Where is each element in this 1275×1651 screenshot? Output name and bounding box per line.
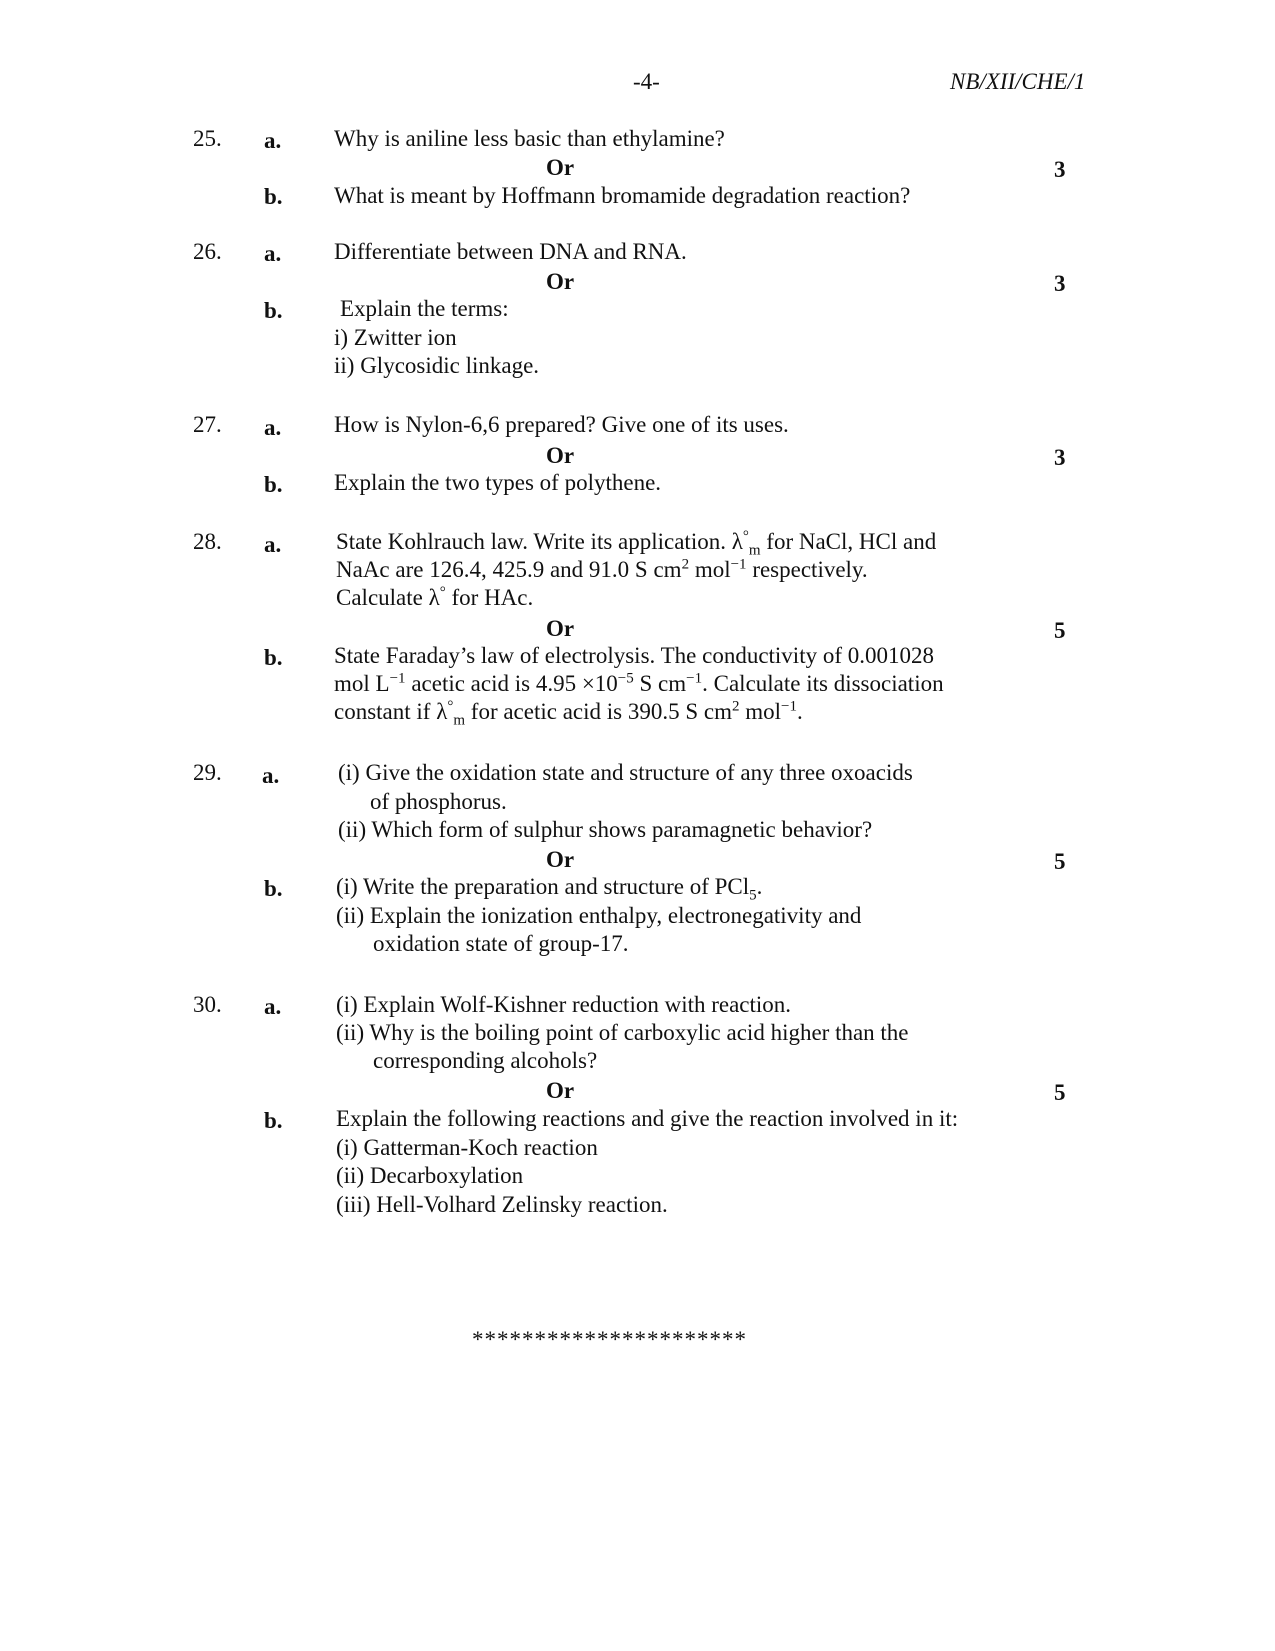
part-label-b: b.: [264, 298, 283, 323]
paper-code: NB/XII/CHE/1: [950, 69, 1086, 94]
question-number: 30.: [193, 992, 222, 1017]
or-separator: Or: [546, 443, 575, 468]
question-text: Explain the terms:: [340, 296, 509, 321]
question-subpart: (i) Gatterman-Koch reaction: [336, 1135, 598, 1160]
question-text: NaAc are 126.4, 425.9 and 91.0 S $cm^2$ mol$^{-1}$ respectively.: [336, 556, 868, 582]
or-separator: Or: [546, 847, 575, 872]
part-label-b: b.: [264, 645, 283, 670]
question-text: Explain the following reactions and give the reaction involved in it:: [336, 1106, 959, 1131]
or-separator: Or: [546, 269, 575, 294]
question-text: corresponding alcohols?: [373, 1048, 598, 1073]
question-text: mol $L^{-1}$ acetic acid is $4.95 \times 10^{-5}$ S $cm^{-1}$. Calculate its dissociation: [334, 670, 944, 696]
marks: 3: [1054, 271, 1066, 296]
part-label-a: a.: [264, 241, 282, 266]
marks: 3: [1054, 157, 1066, 182]
part-label-b: b.: [264, 876, 283, 901]
question-text: (i) Give the oxidation state and structure of any three oxoacids: [338, 760, 913, 785]
part-label-a: a.: [262, 763, 280, 788]
page-number: -4-: [633, 69, 660, 94]
marks: 5: [1054, 618, 1066, 643]
question-subpart: (ii) Decarboxylation: [336, 1163, 524, 1188]
question-text: What is meant by Hoffmann bromamide degradation reaction?: [334, 183, 911, 208]
question-text: oxidation state of group-17.: [373, 931, 629, 956]
marks: 3: [1054, 445, 1066, 470]
part-label-a: a.: [264, 532, 282, 557]
part-label-b: b.: [264, 184, 283, 209]
marks: 5: [1054, 1080, 1066, 1105]
question-text: Differentiate between DNA and RNA.: [334, 239, 687, 264]
question-number: 28.: [193, 529, 222, 554]
question-text: How is Nylon-6,6 prepared? Give one of its uses.: [334, 412, 789, 437]
question-text: (ii) Explain the ionization enthalpy, electronegativity and: [336, 903, 862, 928]
question-text: (i) Explain Wolf-Kishner reduction with reaction.: [336, 992, 792, 1017]
part-label-a: a.: [264, 415, 282, 440]
or-separator: Or: [546, 616, 575, 641]
part-label-b: b.: [264, 472, 283, 497]
question-text: State Faraday’s law of electrolysis. The conductivity of 0.001028: [334, 643, 934, 668]
or-separator: Or: [546, 155, 575, 180]
question-subpart: (iii) Hell-Volhard Zelinsky reaction.: [336, 1192, 668, 1217]
question-text: (i) Write the preparation and structure of PCl$_5$.: [336, 874, 763, 904]
question-text: State Kohlrauch law. Write its application. $\lambda^\circ_m$ for NaCl, HCl and: [336, 528, 937, 559]
part-label-a: a.: [264, 128, 282, 153]
question-text: (ii) Which form of sulphur shows paramagnetic behavior?: [338, 817, 873, 842]
part-label-a: a.: [264, 994, 282, 1019]
question-text: of phosphorus.: [370, 789, 507, 814]
question-subpart: ii) Glycosidic linkage.: [334, 353, 540, 378]
question-text: Explain the two types of polythene.: [334, 470, 662, 495]
question-number: 25.: [193, 126, 222, 151]
part-label-b: b.: [264, 1108, 283, 1133]
question-number: 29.: [193, 760, 222, 785]
question-number: 27.: [193, 412, 222, 437]
question-text: constant if $\lambda^\circ_m$ for acetic acid is 390.5 S $cm^2$ mol$^{-1}$.: [334, 698, 803, 729]
or-separator: Or: [546, 1078, 575, 1103]
question-text: (ii) Why is the boiling point of carboxylic acid higher than the: [336, 1020, 909, 1045]
question-text: Calculate λ° for HAc.: [336, 584, 534, 610]
marks: 5: [1054, 849, 1066, 874]
question-text: Why is aniline less basic than ethylamine?: [334, 126, 725, 151]
question-number: 26.: [193, 239, 222, 264]
end-of-paper-marker: **********************: [472, 1327, 747, 1352]
question-subpart: i) Zwitter ion: [334, 325, 457, 350]
